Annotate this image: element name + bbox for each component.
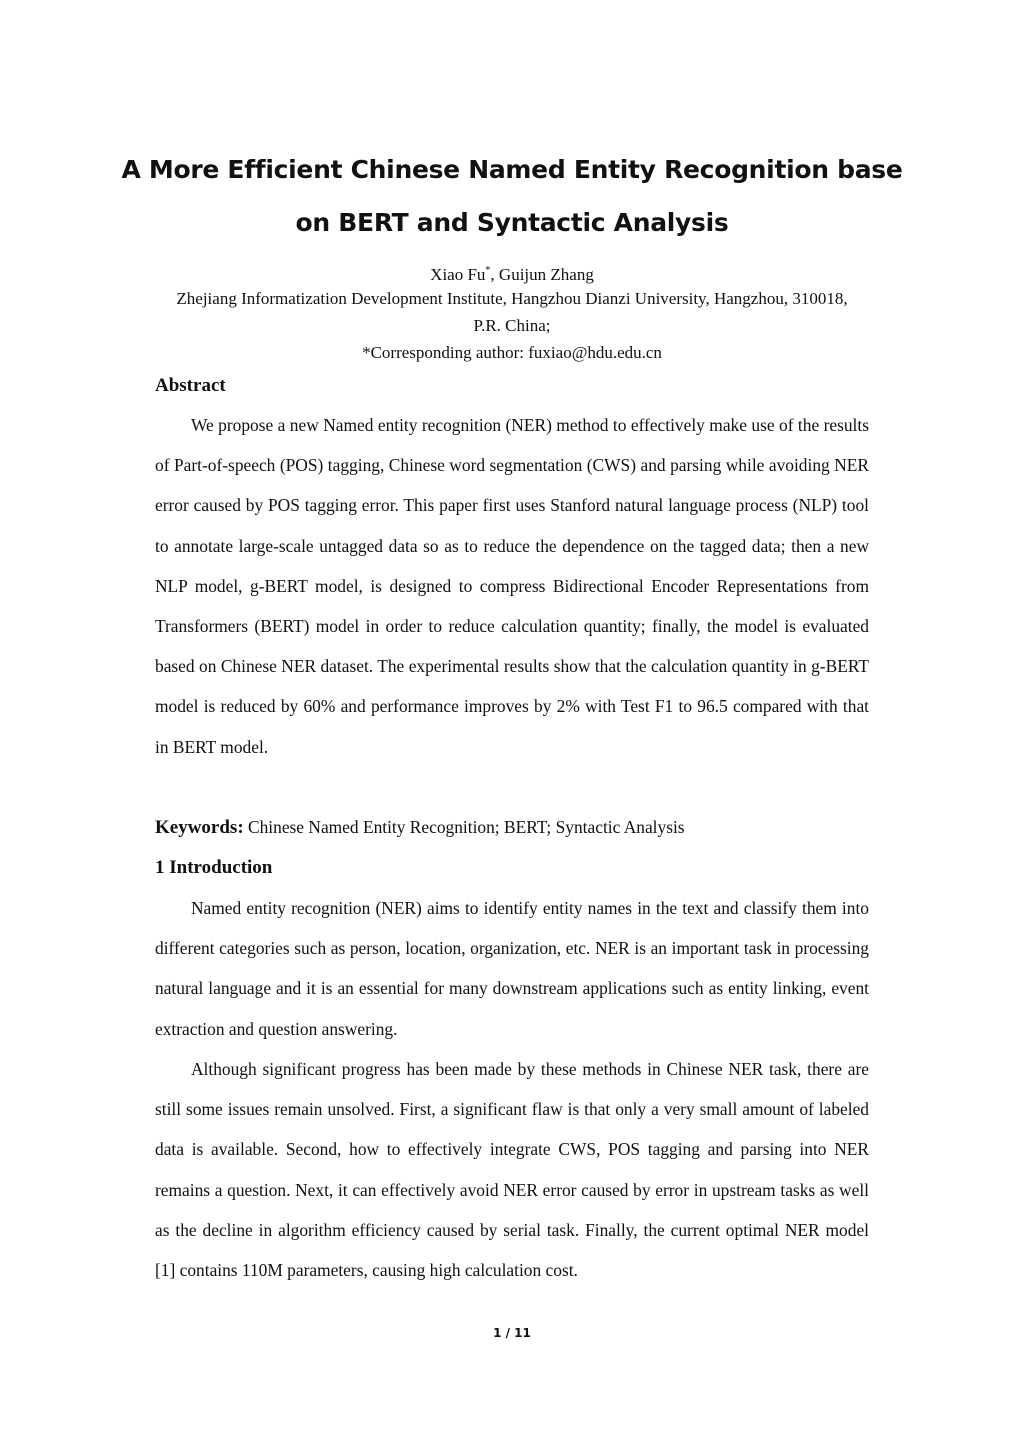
corresponding-marker: *	[485, 265, 491, 276]
author-first: Xiao Fu	[430, 265, 486, 284]
abstract-heading: Abstract	[155, 375, 226, 396]
author-rest: , Guijun Zhang	[490, 265, 594, 284]
introduction-heading: 1 Introduction	[155, 857, 273, 878]
paper-title-line-1: A More Efficient Chinese Named Entity Recognition base	[121, 155, 903, 184]
keywords-label: Keywords:	[155, 817, 244, 838]
author-list	[140, 261, 884, 285]
affiliation-line-1: Zhejiang Informatization Development Institute, Hangzhou Dianzi University, Hangzhou, 310018,	[176, 289, 848, 308]
keywords-line	[155, 817, 685, 839]
affiliation-line-2: P.R. China;	[473, 316, 551, 335]
corresponding-author: *Corresponding author: fuxiao@hdu.edu.cn	[362, 343, 662, 362]
abstract-text: We propose a new Named entity recognition (NER) method to effectively make use of the results of Part-of-speech (POS) tagging, Chinese word segmentation (CWS) and parsing while avoiding NER error caused by POS tagging error. This paper first uses Stanford natural language process (NLP) tool to annotate large-scale untagged data so as to reduce the dependence on the tagged data; then a new NLP model, g-BERT model, is designed to compress Bidirectional Encoder Representations from Transformers (BERT) model in order to reduce calculation quantity; finally, the model is evaluated based on Chinese NER dataset. The experimental results show that the calculation quantity in g-BERT model is reduced by 60% and performance improves by 2% with Test F1 to 96.5 compared with that in BERT model.	[155, 415, 869, 757]
introduction-paragraph-1: Named entity recognition (NER) aims to identify entity names in the text and classify them into different categories such as person, location, organization, etc. NER is an important task in processing natural language and it is an essential for many downstream applications such as entity linking, event extraction and question answering.	[155, 898, 869, 1039]
introduction-paragraph-2: Although significant progress has been made by these methods in Chinese NER task, there are still some issues remain unsolved. First, a significant flaw is that only a very small amount of labeled data is available. Second, how to effectively integrate CWS, POS tagging and parsing into NER remains a question. Next, it can effectively avoid NER error caused by error in upstream tasks as well as the decline in algorithm efficiency caused by serial task. Finally, the current optimal NER model [1] contains 110M parameters, causing high calculation cost.	[155, 1059, 869, 1281]
page-number: 1 / 11	[493, 1326, 531, 1340]
paper-title-line-2: on BERT and Syntactic Analysis	[295, 208, 729, 237]
keywords-text: Chinese Named Entity Recognition; BERT; Syntactic Analysis	[243, 817, 685, 837]
